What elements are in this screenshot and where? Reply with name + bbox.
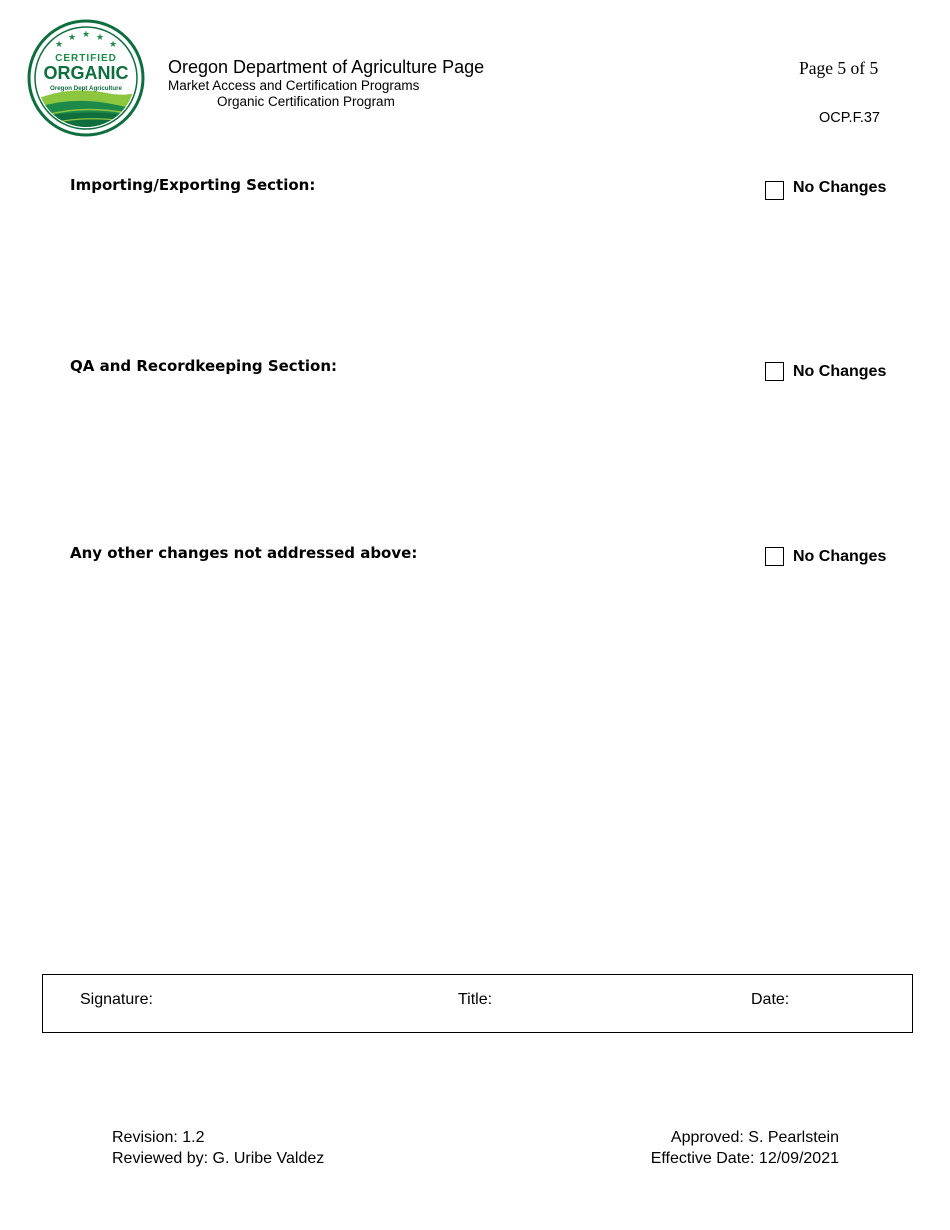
header-title: Oregon Department of Agriculture Page <box>168 57 485 77</box>
svg-text:Oregon Dept Agriculture: Oregon Dept Agriculture <box>50 85 122 92</box>
section-label-importing-exporting: Importing/Exporting Section: <box>70 176 316 194</box>
checkbox[interactable] <box>765 362 784 381</box>
star-icon: ★ <box>54 40 64 50</box>
no-changes-checkbox-qa-recordkeeping[interactable] <box>765 362 886 381</box>
section-label-other-changes: Any other changes not addressed above: <box>70 544 418 562</box>
footer-left <box>112 1127 324 1169</box>
star-icon: ★ <box>95 33 105 43</box>
reviewed-by-text: Reviewed by: G. Uribe Valdez <box>112 1150 325 1167</box>
svg-text:CERTIFIED: CERTIFIED <box>55 53 117 64</box>
footer-right <box>651 1127 839 1169</box>
no-changes-checkbox-other-changes[interactable] <box>765 547 886 566</box>
title-field[interactable]: Title: <box>458 991 493 1008</box>
checkbox[interactable] <box>765 547 784 566</box>
no-changes-label: No Changes <box>793 179 887 196</box>
certified-organic-logo <box>27 19 145 137</box>
no-changes-label: No Changes <box>793 362 887 380</box>
effective-date-text: Effective Date: 12/09/2021 <box>650 1150 839 1167</box>
organic-seal-icon <box>27 19 145 137</box>
svg-text:ORGANIC: ORGANIC <box>43 63 129 83</box>
no-changes-checkbox-importing-exporting[interactable] <box>765 176 886 200</box>
page-number: Page 5 of 5 <box>799 58 879 78</box>
checkbox[interactable] <box>765 181 784 200</box>
star-icon: ★ <box>81 30 91 40</box>
no-changes-label: No Changes <box>793 547 887 565</box>
header-subtitle-programs: Market Access and Certification Programs <box>168 78 420 93</box>
approved-text: Approved: S. Pearlstein <box>670 1129 839 1146</box>
header-subtitle-organic: Organic Certification Program <box>217 94 395 109</box>
signature-field[interactable]: Signature: <box>80 991 153 1008</box>
section-label-qa-recordkeeping: QA and Recordkeeping Section: <box>70 357 337 375</box>
star-icon: ★ <box>108 40 118 50</box>
date-field[interactable]: Date: <box>751 991 790 1008</box>
form-id: OCP.F.37 <box>819 110 880 126</box>
star-icon: ★ <box>67 33 77 43</box>
revision-text: Revision: 1.2 <box>112 1129 205 1146</box>
signature-box <box>42 974 913 1033</box>
